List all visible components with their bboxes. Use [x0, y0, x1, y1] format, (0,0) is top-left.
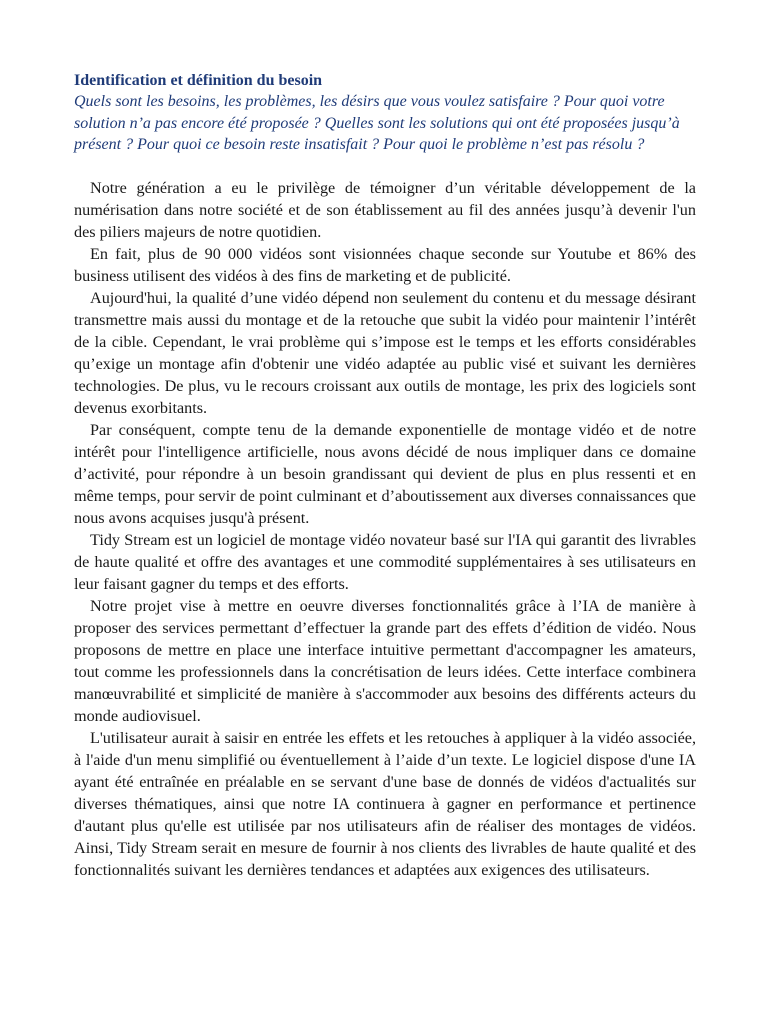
paragraph-7: L'utilisateur aurait à saisir en entrée les effets et les retouches à appliquer à la vidéo associée, à l'aide d'un menu simplifié ou éventuellement à l’aide d’un texte. Le logiciel dispose d'une IA ayant été entraînée en préalable en se servant d'une base de donnés de vidéos d'actualités sur diverses thématiques, ainsi que notre IA continuera à gagner en performance et pertinence d'autant plus qu'elle est utilisée par nos utilisateurs afin de réaliser des montages de vidéos. Ainsi, Tidy Stream serait en mesure de fournir à nos clients des livrables de haute qualité et des fonctionnalités suivant les dernières tendances et adaptées aux exigences des utilisateurs. — [74, 728, 696, 879]
guiding-question: Quels sont les besoins, les problèmes, les désirs que vous voulez satisfaire ? Pour quoi votre solution n’a pas encore été proposée ? Quelles sont les solutions qui ont été proposées jusqu’à présent ? Pour quoi ce besoin reste insatisfait ? Pour quoi le problème n’est pas résolu ? — [74, 93, 680, 153]
paragraph-6: Notre projet vise à mettre en oeuvre diverses fonctionnalités grâce à l’IA de manière à proposer des services permettant d’effectuer la grande part des effets d’édition de vidéo. Nous proposons de mettre en place une interface intuitive permettant d'accompagner les amateurs, tout comme les professionnels dans la concrétisation de leurs idées. Cette interface combinera manœuvrabilité et simplicité de manière à s'accommoder aux besoins des différents acteurs du monde audiovisuel. — [74, 596, 696, 725]
paragraph-2: En fait, plus de 90 000 vidéos sont visionnées chaque seconde sur Youtube et 86% des business utilisent des vidéos à des fins de marketing et de publicité. — [74, 244, 696, 285]
paragraph-4: Par conséquent, compte tenu de la demande exponentielle de montage vidéo et de notre intérêt pour l'intelligence artificielle, nous avons décidé de nous impliquer dans ce domaine d’activité, pour répondre à un besoin grandissant qui devient de plus en plus ressenti et en même temps, pour servir de point culminant et d’aboutissement aux diverses connaissances que nous avons acquises jusqu'à présent. — [74, 420, 696, 527]
paragraph-3: Aujourd'hui, la qualité d’une vidéo dépend non seulement du contenu et du message désirant transmettre mais aussi du montage et de la retouche que subit la vidéo pour maintenir l’intérêt de la cible. Cependant, le vrai problème qui s’impose est le temps et les efforts considérables qu’exige un montage afin d'obtenir une vidéo adaptée au public visé et suivant les dernières technologies. De plus, vu le recours croissant aux outils de montage, les prix des logiciels sont devenus exorbitants. — [74, 288, 696, 417]
paragraph-1: Notre génération a eu le privilège de témoigner d’un véritable développement de la numérisation dans notre société et de son établissement au fil des années jusqu’à devenir l'un des piliers majeurs de notre quotidien. — [74, 178, 696, 241]
section-heading: Identification et définition du besoin — [74, 72, 323, 89]
paragraph-5: Tidy Stream est un logiciel de montage vidéo novateur basé sur l'IA qui garantit des livrables de haute qualité et offre des avantages et une commodité supplémentaires à ses utilisateurs en leur faisant gagner du temps et des efforts. — [74, 530, 696, 593]
document-page — [74, 70, 696, 881]
